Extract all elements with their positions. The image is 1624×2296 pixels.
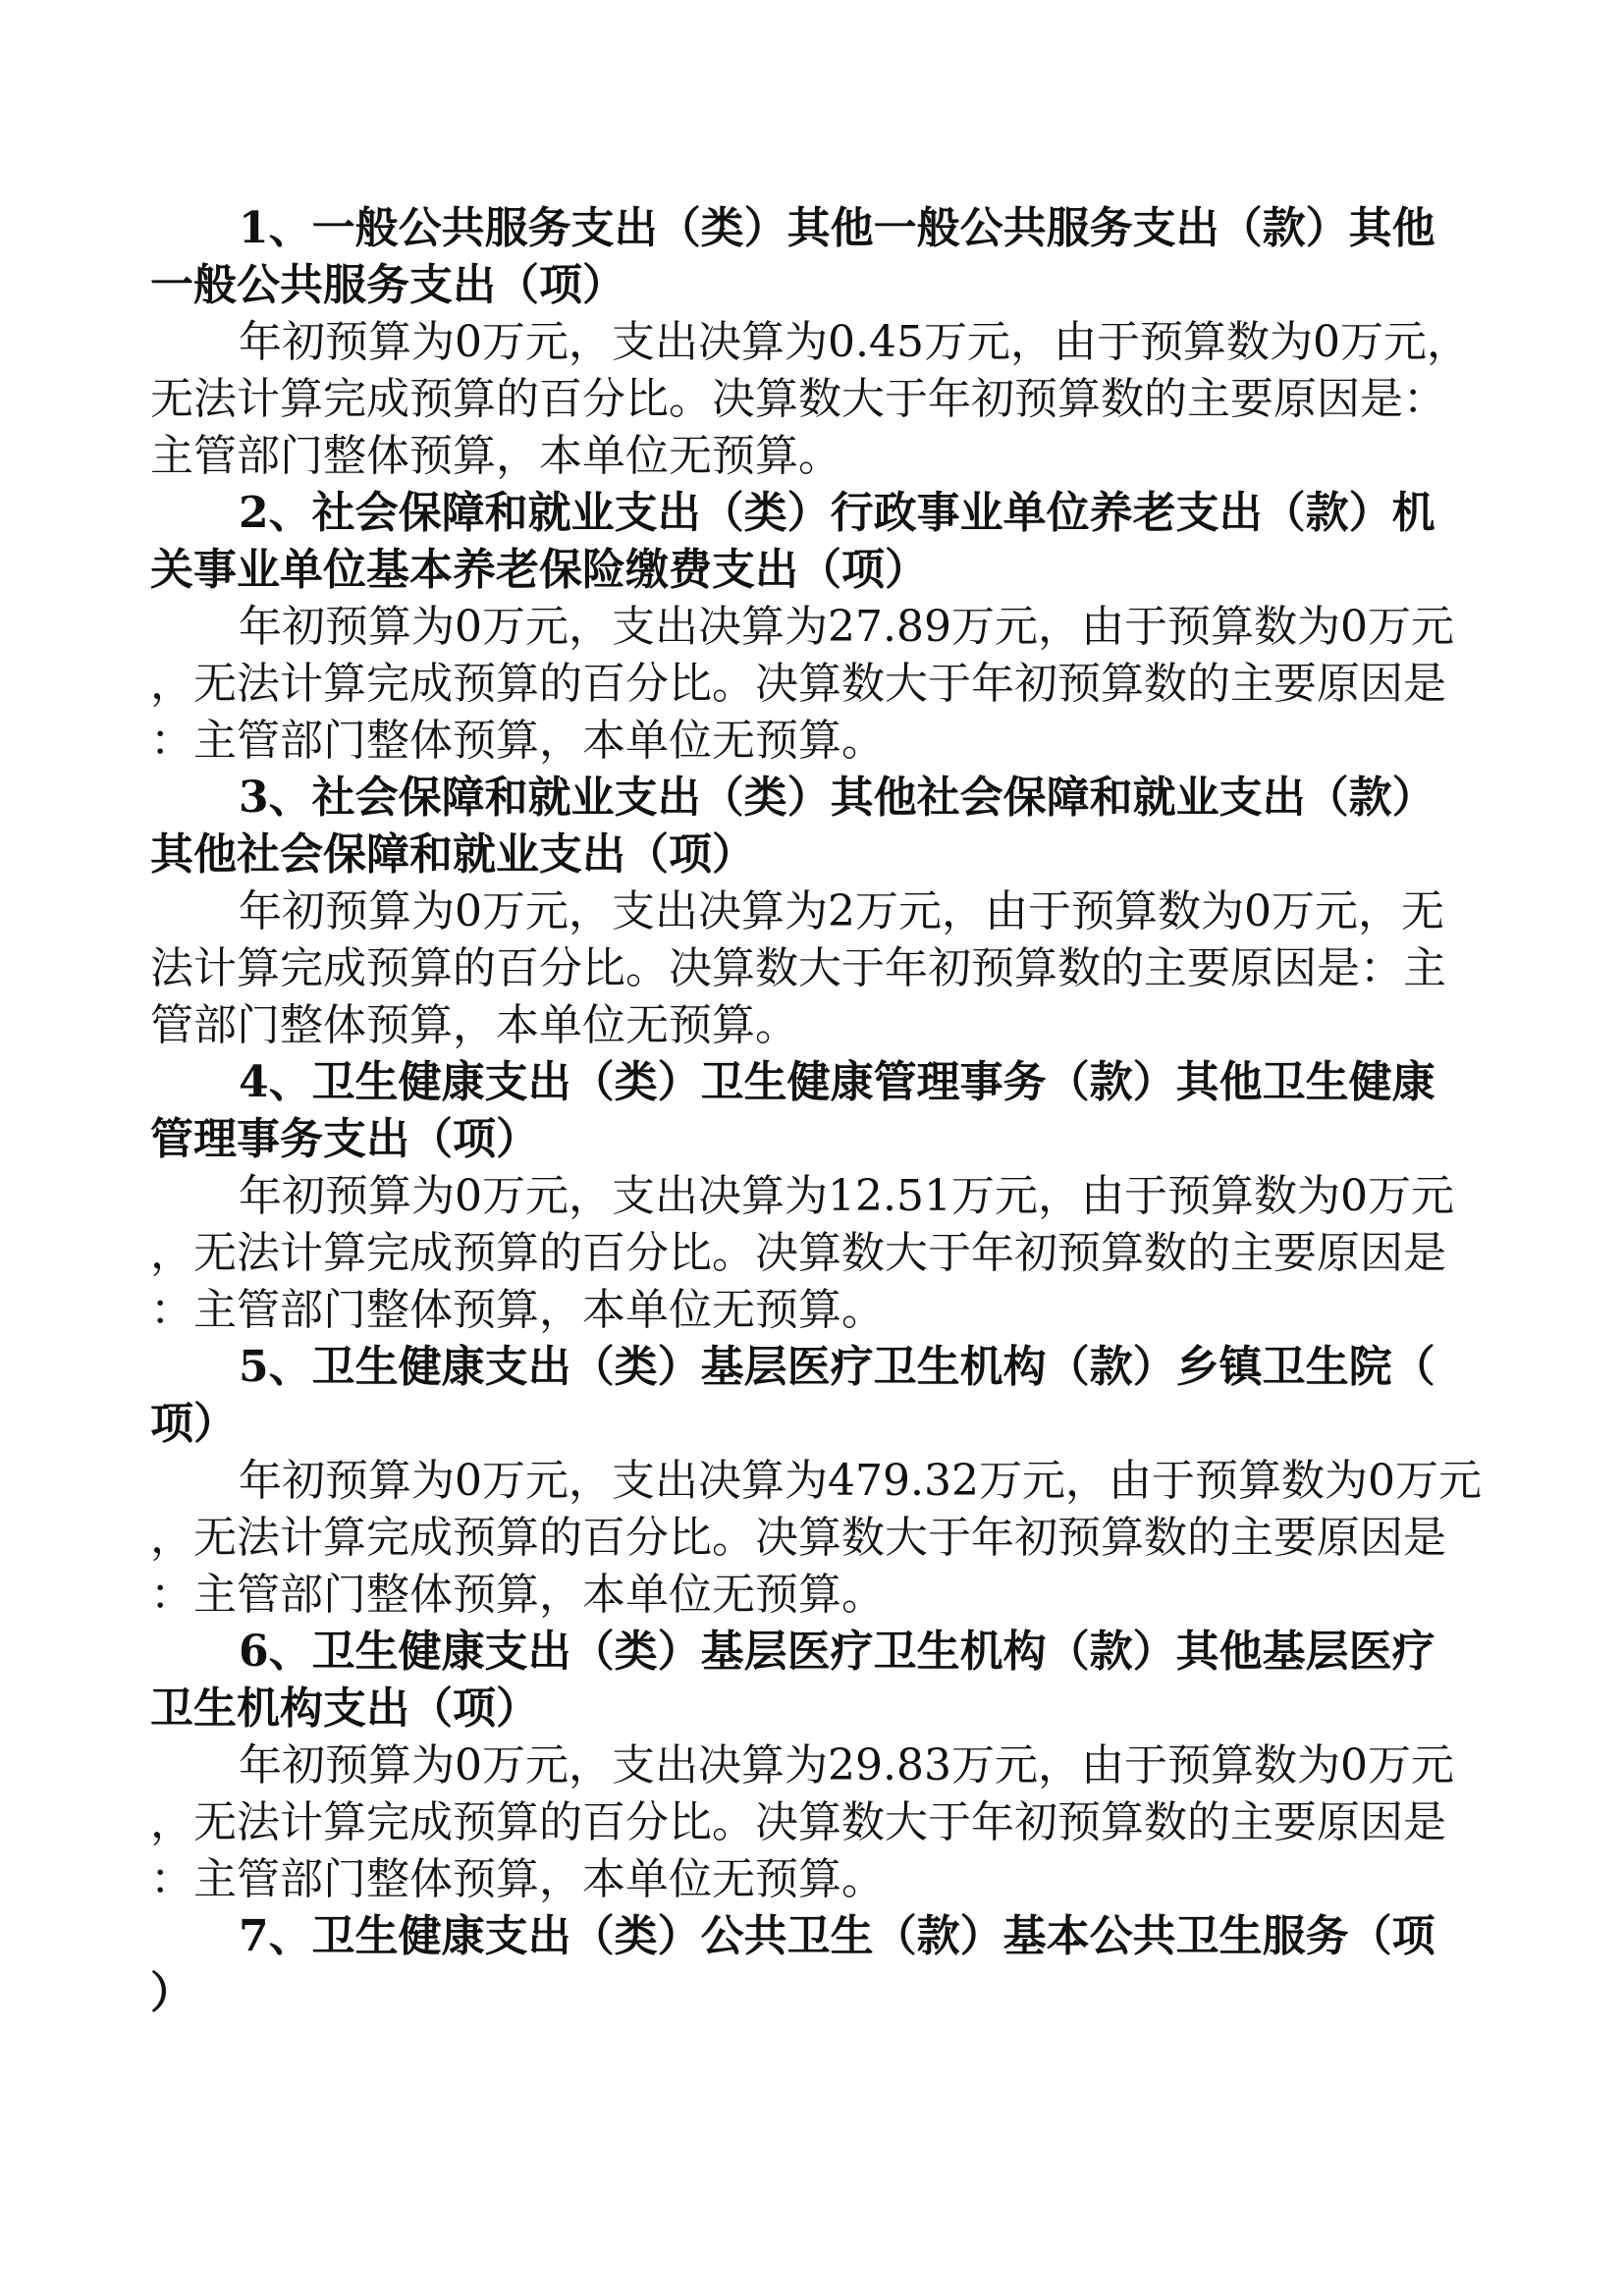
body-line: 无法计算完成预算的百分比。决算数大于年初预算数的主要原因是： — [150, 374, 1446, 424]
heading-line: 其他社会保障和就业支出（项） — [150, 829, 755, 880]
heading-line: ） — [150, 1968, 193, 2018]
heading-line: 6、卫生健康支出（类）基层医疗卫生机构（款）其他基层医疗 — [239, 1627, 1435, 1677]
body-line: ，无法计算完成预算的百分比。决算数大于年初预算数的主要原因是 — [150, 1797, 1446, 1847]
body-line: 年初预算为0万元，支出决算为12.51万元，由于预算数为0万元 — [239, 1171, 1454, 1221]
heading-line: 项） — [150, 1399, 237, 1449]
body-line: ，无法计算完成预算的百分比。决算数大于年初预算数的主要原因是 — [150, 659, 1446, 709]
heading-line: 管理事务支出（项） — [150, 1114, 539, 1164]
heading-line: 2、社会保障和就业支出（类）行政事业单位养老支出（款）机 — [239, 488, 1435, 538]
heading-line: 4、卫生健康支出（类）卫生健康管理事务（款）其他卫生健康 — [239, 1057, 1435, 1107]
heading-line: 5、卫生健康支出（类）基层医疗卫生机构（款）乡镇卫生院（ — [239, 1342, 1435, 1392]
body-line: ：主管部门整体预算，本单位无预算。 — [150, 1285, 885, 1335]
body-line: 年初预算为0万元，支出决算为29.83万元，由于预算数为0万元 — [239, 1740, 1454, 1790]
body-line: 法计算完成预算的百分比。决算数大于年初预算数的主要原因是：主 — [150, 943, 1446, 993]
body-line: ：主管部门整体预算，本单位无预算。 — [150, 716, 885, 766]
body-line: 年初预算为0万元，支出决算为0.45万元，由于预算数为0万元， — [239, 317, 1470, 367]
body-line: 主管部门整体预算，本单位无预算。 — [150, 431, 841, 481]
heading-line: 一般公共服务支出（项） — [150, 260, 625, 310]
heading-line: 1、一般公共服务支出（类）其他一般公共服务支出（款）其他 — [239, 203, 1435, 253]
body-line: ：主管部门整体预算，本单位无预算。 — [150, 1570, 885, 1620]
body-line: ，无法计算完成预算的百分比。决算数大于年初预算数的主要原因是 — [150, 1228, 1446, 1278]
heading-line: 7、卫生健康支出（类）公共卫生（款）基本公共卫生服务（项 — [239, 1911, 1435, 1961]
heading-line: 卫生机构支出（项） — [150, 1683, 539, 1734]
heading-line: 3、社会保障和就业支出（类）其他社会保障和就业支出（款） — [239, 773, 1435, 823]
body-line: 年初预算为0万元，支出决算为2万元，由于预算数为0万元，无 — [239, 886, 1444, 936]
body-line: ：主管部门整体预算，本单位无预算。 — [150, 1854, 885, 1904]
body-line: 管部门整体预算，本单位无预算。 — [150, 1000, 798, 1050]
body-line: ，无法计算完成预算的百分比。决算数大于年初预算数的主要原因是 — [150, 1513, 1446, 1563]
body-line: 年初预算为0万元，支出决算为27.89万元，由于预算数为0万元 — [239, 602, 1454, 652]
heading-line: 关事业单位基本养老保险缴费支出（项） — [150, 545, 928, 595]
body-line: 年初预算为0万元，支出决算为479.32万元，由于预算数为0万元 — [239, 1456, 1482, 1506]
